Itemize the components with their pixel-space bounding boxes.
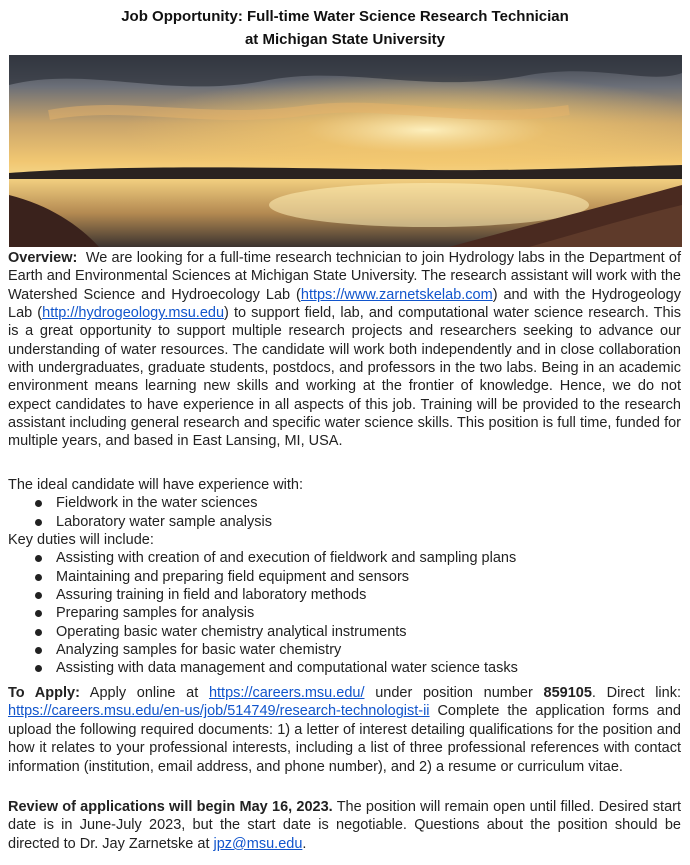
- contact-email-link[interactable]: jpz@msu.edu: [213, 835, 303, 852]
- title-line-2: at Michigan State University: [244, 31, 446, 48]
- to-apply-paragraph: [8, 684, 681, 776]
- apply-text-1: Apply online at: [79, 685, 209, 701]
- list-item: Assisting with data management and computational water science tasks: [8, 659, 681, 677]
- list-item: Assuring training in field and laboratory methods: [8, 586, 681, 604]
- ideal-heading: The ideal candidate will have experience with:: [8, 477, 304, 493]
- apply-text-3: . Direct link:: [591, 685, 681, 701]
- list-item: Assisting with creation of and execution of fieldwork and sampling plans: [8, 549, 681, 567]
- list-item: Preparing samples for analysis: [8, 604, 681, 622]
- ideal-list: [8, 494, 681, 531]
- review-label: Review of applications will begin May 16, 2023.: [8, 799, 333, 815]
- landscape-lake-sunset-photo: [9, 55, 682, 247]
- duties-heading: Key duties will include:: [8, 532, 154, 548]
- key-duties-section: [8, 531, 681, 678]
- review-text-2: .: [302, 835, 307, 852]
- careers-msu-link[interactable]: https://careers.msu.edu/: [208, 685, 365, 701]
- overview-label: Overview:: [8, 250, 78, 266]
- overview-paragraph: [8, 249, 681, 451]
- apply-text-2: under position number: [364, 685, 544, 701]
- review-paragraph: [8, 798, 681, 853]
- direct-job-link[interactable]: https://careers.msu.edu/en-us/job/514749/research-technologist-ii: [8, 703, 430, 720]
- title-line-1: Job Opportunity: Full-time Water Science Research Technician: [121, 8, 569, 25]
- apply-label: To Apply:: [8, 685, 80, 701]
- list-item: Laboratory water sample analysis: [8, 513, 681, 531]
- list-item: Analyzing samples for basic water chemistry: [8, 641, 681, 659]
- list-item: Fieldwork in the water sciences: [8, 494, 681, 512]
- overview-text-1: We are looking for a full-time research technician to join Hydrology labs in the Department of Earth and Environmental Sciences at Michigan State University. The research assistant will work with the Watershed Science and Hydroecology Lab (: [8, 250, 682, 303]
- zarnetskelab-link[interactable]: https://www.zarnetskelab.com: [300, 286, 493, 303]
- hydrogeology-link[interactable]: http://hydrogeology.msu.edu: [42, 305, 225, 322]
- duties-list: [8, 549, 681, 677]
- list-item: Maintaining and preparing field equipment and sensors: [8, 568, 681, 586]
- page-title: [0, 5, 690, 51]
- list-item: Operating basic water chemistry analytical instruments: [8, 623, 681, 641]
- ideal-candidate-section: [8, 476, 681, 531]
- overview-text-2: ) and with the Hydrogeology Lab (: [8, 286, 681, 322]
- lake-sunset-illustration: [9, 55, 682, 247]
- apply-text-4: Complete the application forms and upload the following required documents: 1) a letter of interest detailing qualifications for the position and how it relates to your professional interests, including a list of three professional references with contact information (institution, email address, and phone number), and 2) a resume or curriculum vitae.: [8, 703, 681, 775]
- review-text-1: The position will remain open until filled. Desired start date is in June-July 2023, but the start date is negotiable. Questions about the position should be directed to Dr. Jay Zarnetske at: [8, 799, 681, 852]
- position-number: 859105: [543, 685, 592, 701]
- overview-text-3: ) to support field, lab, and computational water science research. This is a great opportunity to support multiple research projects and researchers seeking to advance our understanding of water resources. The candidate will work both independently and in close collaboration with undergraduates, graduate students, postdocs, and professors in the two labs. Being in an academic environment means learning new skills and working at the frontier of knowledge. Hence, we do not expect candidates to have experience in all aspects of this job. Training will be provided to the research assistant including general research and specific water science skills. This position is full time, funded for multiple years, and based in East Lansing, MI, USA.: [8, 305, 681, 450]
